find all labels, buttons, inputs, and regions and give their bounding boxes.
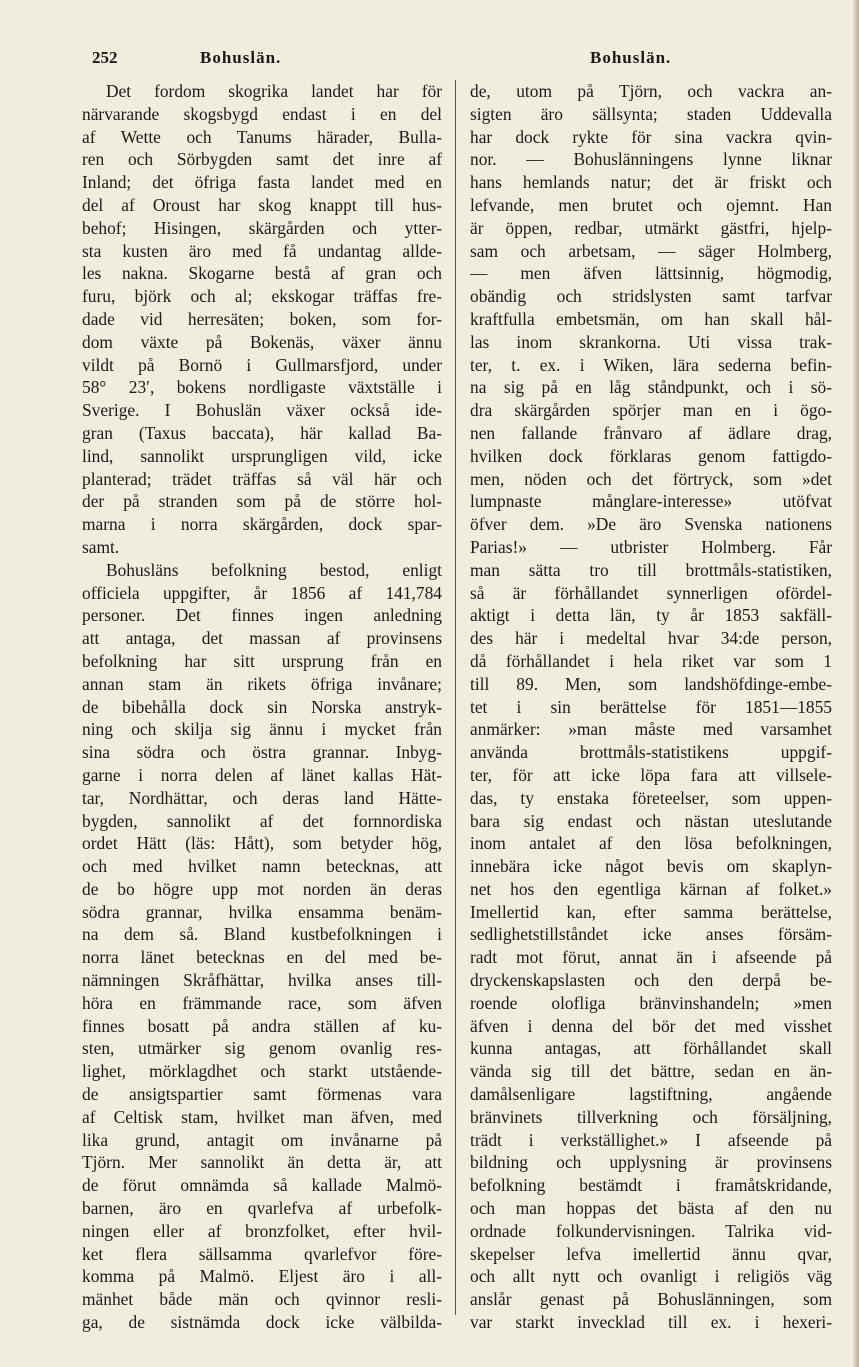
text-line: personer. Det finnes ingen anledning: [82, 605, 442, 626]
text-line: dryckenskapslasten och den derpå be-: [470, 970, 832, 991]
text-line: ren och Sörbygden samt det inre af: [82, 149, 442, 170]
page-header: [0, 46, 859, 76]
text-line: damålsenligare lagstiftning, angående: [470, 1084, 832, 1105]
text-line: samt.: [82, 536, 120, 557]
text-line: norra länet betecknas en del med be-: [82, 947, 442, 968]
text-line: lefvande, men brutet och ojemnt. Han: [470, 194, 832, 215]
text-line: sten, utmärker sig genom ovanlig res-: [82, 1038, 442, 1059]
text-line: Tjörn. Mer sannolikt än detta är, att: [82, 1152, 442, 1173]
right-text-column: [470, 80, 832, 1340]
text-line: Det fordom skogrika landet har för: [106, 81, 442, 101]
text-line: — men äfven lättsinnig, högmodig,: [470, 263, 832, 284]
text-line: lika grund, antagit om invånarne på: [82, 1129, 442, 1150]
text-line: och man hoppas det bästa af den nu: [470, 1198, 832, 1219]
text-line: Bohusläns befolkning bestod, enligt: [106, 559, 442, 580]
text-line: lumpnaste månglare-interesse» utöfvat: [470, 491, 832, 512]
text-line: befolkning har sitt ursprung från en: [82, 650, 442, 671]
text-line: man sätta tro till brottmåls-statistiken,: [470, 559, 832, 580]
text-line: hans hemlands natur; det är friskt och: [470, 172, 832, 193]
text-line: södra grannar, hvilka ensamma benäm-: [82, 901, 442, 922]
text-line: de ansigtspartier samt förmenas vara: [82, 1084, 442, 1105]
text-line: officiela uppgifter, år 1856 af 141,784: [82, 582, 442, 603]
text-line: bygden, sannolikt af det fornnordiska: [82, 810, 442, 831]
text-line: bara sig endast och nästan uteslutande: [470, 810, 832, 831]
text-line: komma på Malmö. Eljest äro i all-: [82, 1266, 442, 1287]
text-line: att antaga, det massan af provinsens: [82, 628, 442, 649]
text-line: trädt i verkställighet.» I afseende på: [470, 1129, 832, 1150]
text-line: sina södra och östra grannar. Inbyg-: [82, 742, 442, 763]
text-line: bildning och upplysning är provinsens: [470, 1152, 832, 1173]
text-line: innebära icke något bevis om skaplyn-: [470, 856, 832, 877]
text-line: tet i sin berättelse för 1851—1855: [470, 696, 832, 717]
text-line: aktigt i detta län, ty år 1853 sakfäll-: [470, 605, 832, 626]
text-line: äfven i denna del bör det med visshet: [470, 1015, 832, 1036]
text-line: höra en främmande race, som äfven: [82, 992, 442, 1013]
text-line: då förhållandet i hela riket var som 1: [470, 650, 832, 671]
text-line: de, utom på Tjörn, och vackra an-: [470, 81, 832, 101]
text-line: der på stranden som på de större hol-: [82, 491, 442, 512]
text-line: dra skärgården spörjer man en i ögo-: [470, 400, 832, 421]
text-line: marna i norra skärgården, dock spar-: [82, 514, 442, 535]
text-line: de förut omnämda så kallade Malmö-: [82, 1175, 442, 1196]
text-line: af Celtisk stam, hvilket man äfven, med: [82, 1106, 442, 1127]
text-line: ter, t. ex. i Wiken, lära sederna befin-: [470, 354, 832, 375]
text-line: ningen eller af bronzfolket, efter hvil-: [82, 1220, 442, 1241]
text-line: och med hvilket namn betecknas, att: [82, 856, 442, 877]
text-line: skepelser lefva imellertid ännu qvar,: [470, 1243, 832, 1264]
text-line: ga, de sistnämda dock icke välbilda-: [82, 1312, 442, 1333]
text-line: Inland; det öfriga fasta landet med en: [82, 172, 442, 193]
text-line: gran (Taxus baccata), här kallad Ba-: [82, 422, 442, 443]
running-head-left: Bohuslän.: [200, 48, 282, 67]
text-line: har dock rykte för sina vackra qvin-: [470, 126, 832, 147]
text-line: var starkt invecklad till ex. i hexeri-: [470, 1312, 832, 1333]
text-line: barnen, äro en qvarlefva af urbefolk-: [82, 1198, 442, 1219]
text-line: kunna antagas, att förhållandet skall: [470, 1038, 832, 1059]
page-number: 252: [92, 48, 118, 67]
text-line: sigten äro sällsynta; staden Uddevalla: [470, 103, 832, 124]
page-edge: [853, 0, 859, 1367]
text-line: na dem så. Bland kustbefolkningen i: [82, 924, 442, 945]
text-line: planterad; trädet träffas så väl här och: [82, 468, 442, 489]
text-line: ordet Hätt (läs: Hått), som betyder hög,: [82, 833, 442, 854]
text-line: inom antalet af den lösa befolkningen,: [470, 833, 832, 854]
text-line: hvilken dock förklaras genom fattigdo-: [470, 445, 832, 466]
text-line: sam och arbetsam, — säger Holmberg,: [470, 240, 832, 261]
text-line: obändig och stridslysten samt tarfvar: [470, 286, 832, 307]
column-divider: [455, 80, 456, 1315]
text-line: befolkning bestämdt i framåtskridande,: [470, 1175, 832, 1196]
text-line: Sverige. I Bohuslän växer också ide-: [82, 400, 442, 421]
text-line: ket flera sällsamma qvarlefvor före-: [82, 1243, 442, 1264]
text-line: vända sig till det bättre, sedan en än-: [470, 1061, 832, 1082]
text-line: finnes bosatt på andra ställen af ku-: [82, 1015, 442, 1036]
text-line: mänhet både män och qvinnor resli-: [82, 1289, 442, 1310]
text-line: garne i norra delen af länet kallas Hät-: [82, 764, 442, 785]
text-line: kraftfulla embetsmän, om han skall hål-: [470, 308, 832, 329]
text-line: 58° 23′, bokens nordligaste växtställe i: [82, 377, 442, 398]
text-line: ordnade folkundervisningen. Talrika vid-: [470, 1220, 832, 1241]
text-line: lind, sannolikt ursprungligen vild, icke: [82, 445, 442, 466]
text-line: och allt nytt och ovanligt i religiös väg: [470, 1266, 832, 1287]
text-line: anslår genast på Bohuslänningen, som: [470, 1289, 832, 1310]
text-line: de bibehålla dock sin Norska anstryk-: [82, 696, 442, 717]
text-line: das, ty enstaka företeelser, som uppen-: [470, 787, 832, 808]
text-line: Imellertid kan, efter samma berättelse,: [470, 901, 832, 922]
text-line: lighet, mörklagdhet och starkt utstående-: [82, 1061, 442, 1082]
text-line: men, nöden och det förtryck, som »det: [470, 468, 832, 489]
text-line: sta kusten äro med få undantag allde-: [82, 240, 442, 261]
text-line: nen fallande frånvaro af ädlare drag,: [470, 422, 832, 443]
text-line: net hos den egentliga kärnan af folket.»: [470, 878, 832, 899]
text-line: ning och skilja sig ännu i mycket från: [82, 719, 442, 740]
text-line: nämningen Skråfhättar, hvilka anses till-: [82, 970, 442, 991]
text-line: des här i medeltal hvar 34:de person,: [470, 628, 832, 649]
text-line: les nakna. Skogarne bestå af gran och: [82, 263, 442, 284]
text-line: Parias!» — utbrister Holmberg. Får: [470, 536, 832, 557]
text-line: öfver dem. »De äro Svenska nationens: [470, 514, 832, 535]
text-line: använda brottmåls-statistikens uppgif-: [470, 742, 832, 763]
text-line: ter, för att icke löpa fara att villsele-: [470, 764, 832, 785]
text-line: vildt på Bornö i Gullmarsfjord, under: [82, 354, 442, 375]
text-line: radt mot förut, annat än i afseende på: [470, 947, 832, 968]
text-line: bränvinets tillverkning och försäljning,: [470, 1106, 832, 1127]
text-line: anmärker: »man måste med varsamhet: [470, 719, 832, 740]
running-head-right: Bohuslän.: [590, 48, 672, 67]
text-line: nor. — Bohuslänningens lynne liknar: [470, 149, 832, 170]
text-line: de bo högre upp mot norden än deras: [82, 878, 442, 899]
text-line: behof; Hisingen, skärgården och ytter-: [82, 217, 442, 238]
text-line: furu, björk och al; ekskogar träffas fre-: [82, 286, 442, 307]
text-line: dade vid herresäten; boken, som for-: [82, 308, 442, 329]
text-line: tar, Nordhättar, och deras land Hätte-: [82, 787, 442, 808]
text-line: las inom skrankorna. Uti vissa trak-: [470, 331, 832, 352]
text-line: na sig på en låg ståndpunkt, och i sö-: [470, 377, 832, 398]
text-line: sedlighetstillståndet icke anses försäm-: [470, 924, 832, 945]
text-line: af Wette och Tanums härader, Bulla-: [82, 126, 442, 147]
text-line: är öppen, redbar, utmärkt gästfri, hjelp-: [470, 217, 832, 238]
text-line: till 89. Men, som landshöfdinge-embe-: [470, 673, 832, 694]
text-line: roende olofliga bränvinshandeln; »men: [470, 992, 832, 1013]
text-line: så är förhållandet synnerligen ofördel-: [470, 582, 832, 603]
left-text-column: [82, 80, 442, 1340]
text-line: del af Oroust har skog knappt till hus-: [82, 194, 442, 215]
text-line: annan stam än rikets öfriga invånare;: [82, 673, 442, 694]
text-line: dom växte på Bokenäs, växer ännu: [82, 331, 442, 352]
text-line: närvarande skogsbygd endast i en del: [82, 103, 442, 124]
